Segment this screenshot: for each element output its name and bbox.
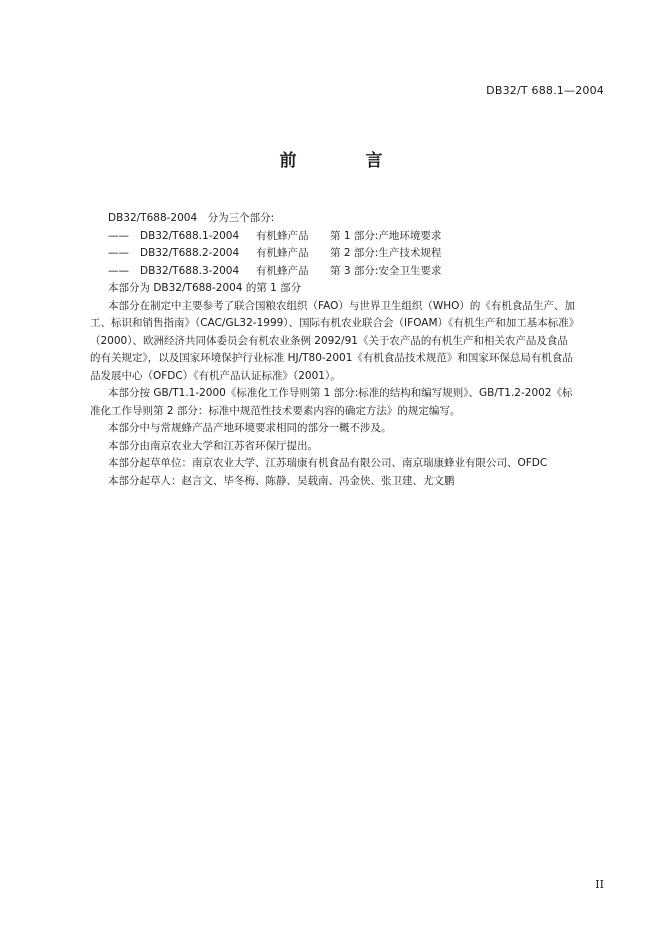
part-title: 第 1 部分:产地环境要求 bbox=[330, 229, 442, 242]
part-product: 有机蜂产品 bbox=[256, 247, 309, 259]
part-product: 有机蜂产品 bbox=[256, 229, 309, 242]
part-statement: 本部分为 DB32/T688-2004 的第 1 部分 bbox=[108, 282, 302, 294]
references-paragraph bbox=[90, 298, 604, 386]
foreword-body bbox=[90, 210, 604, 490]
paragraph-line: 的有关规定》，以及国家环境保护行业标准 HJ/T80-2001《有机食品技术规范》和国家环保总局有机食品 bbox=[90, 352, 573, 364]
page-title: 前 言 bbox=[279, 151, 409, 171]
part-code: DB32/T688.2-2004 bbox=[140, 247, 240, 259]
drafting-units: 本部分起草单位：南京农业大学、江苏瑞康有机食品有限公司、南京瑞康蜂业有限公司、OFDC bbox=[108, 457, 548, 469]
paragraph-line: 本部分在制定中主要参考了联合国粮农组织（FAO）与世界卫生组织（WHO）的《有机食品生产、加 bbox=[108, 299, 575, 312]
intro-line: DB32/T688-2004 分为三个部分: bbox=[108, 212, 275, 224]
part-code: DB32/T688.1-2004 bbox=[140, 229, 240, 242]
document-code: DB32/T 688.1—2004 bbox=[486, 84, 604, 97]
part-dash: —— bbox=[108, 264, 129, 277]
paragraph-line: 品发展中心（OFDC）《有机产品认证标准》（2001）。 bbox=[90, 369, 341, 382]
paragraph-line: （2000）、欧洲经济共同体委员会有机农业条例 2092/91《关于农产品的有机生产和相关农产品及食品 bbox=[90, 334, 568, 347]
proposer-statement: 本部分由南京农业大学和江苏省环保厅提出。 bbox=[108, 439, 318, 452]
paragraph-line: 准化工作导则第 2 部分：标准中规范性技术要素内容的确定方法》的规定编写。 bbox=[90, 404, 461, 417]
part-line bbox=[90, 263, 604, 281]
part-dash: —— bbox=[108, 247, 129, 259]
part-dash: —— bbox=[108, 229, 129, 242]
drafters: 本部分起草人：赵言文、毕冬梅、陈静、吴载南、冯金侠、张卫建、尤文鹏 bbox=[108, 474, 455, 487]
part-line bbox=[90, 245, 604, 263]
part-code: DB32/T688.3-2004 bbox=[140, 264, 240, 277]
part-product: 有机蜂产品 bbox=[256, 264, 309, 277]
exclusion-statement: 本部分中与常规蜂产品产地环境要求相同的部分一概不涉及。 bbox=[108, 422, 392, 434]
page-number: II bbox=[595, 878, 604, 891]
part-title: 第 2 部分:生产技术规程 bbox=[330, 247, 442, 259]
standards-paragraph bbox=[90, 385, 604, 420]
paragraph-line: 本部分按 GB/T1.1-2000《标准化工作导则第 1 部分:标准的结构和编写规则》、GB/T1.2-2002《标 bbox=[108, 387, 573, 399]
part-title: 第 3 部分:安全卫生要求 bbox=[330, 264, 442, 277]
paragraph-line: 工、标识和销售指南》（CAC/GL32-1999）、国际有机农业联合会（IFOAM）《有机生产和加工基本标准》 bbox=[90, 317, 580, 329]
part-line bbox=[90, 228, 604, 246]
